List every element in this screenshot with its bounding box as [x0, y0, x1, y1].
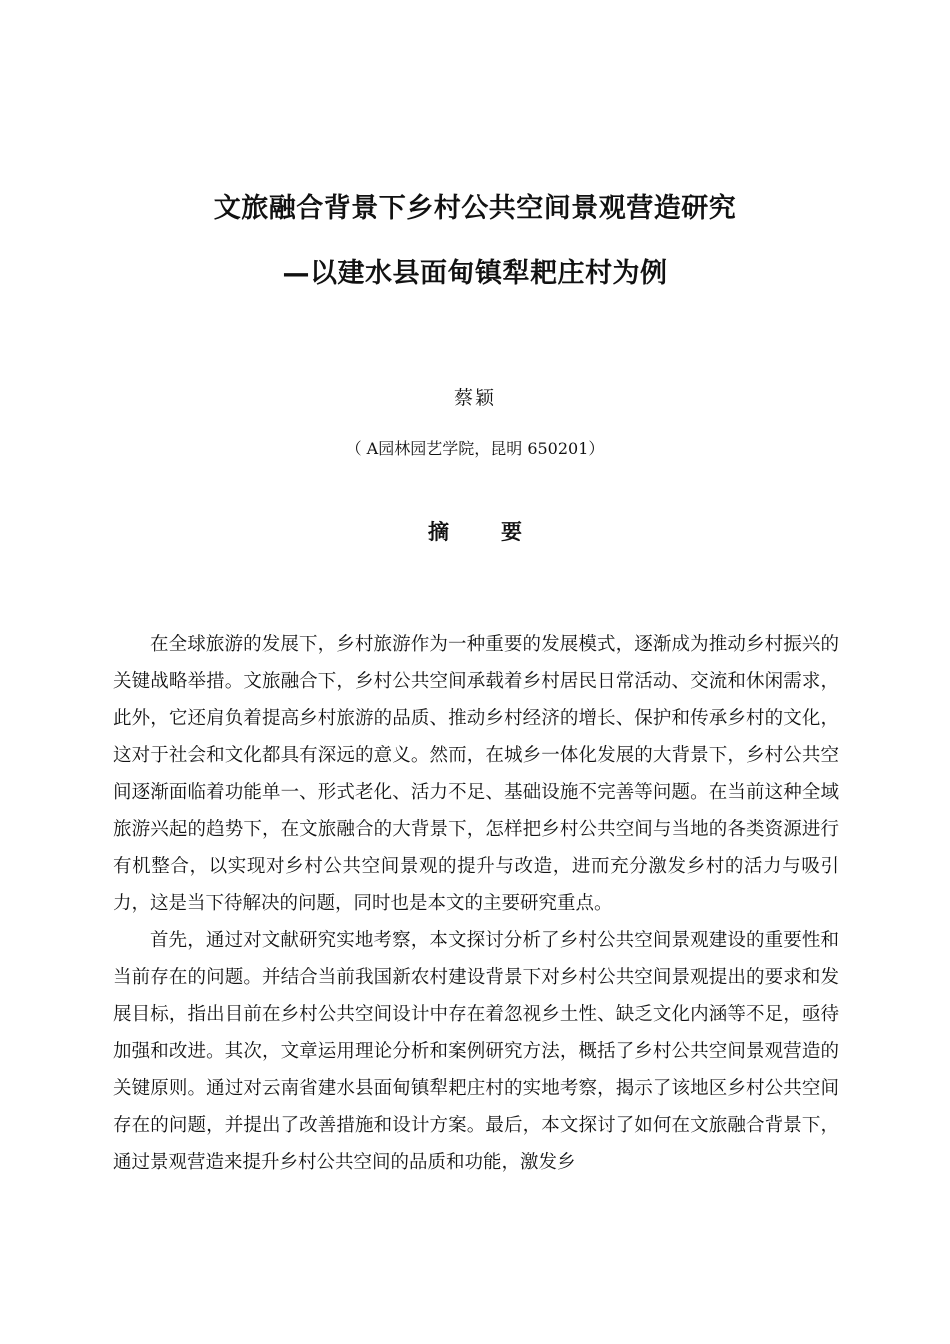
abstract-paragraph: 首先，通过对文献研究实地考察，本文探讨分析了乡村公共空间景观建设的重要性和当前存在的问题。并结合当前我国新农村建设背景下对乡村公共空间景观提出的要求和发展目标，指出目前在乡村公共空间设计中存在着忽视乡土性、缺乏文化内涵等不足，亟待加强和改进。其次，文章运用理论分析和案例研究方法，概括了乡村公共空间景观营造的关键原则。通过对云南省建水县面甸镇犁耙庄村的实地考察，揭示了该地区乡村公共空间存在的问题，并提出了改善措施和设计方案。最后，本文探讨了如何在文旅融合背景下，通过景观营造来提升乡村公共空间的品质和功能，激发乡: [113, 930, 839, 1173]
author-affiliation: （ A园林园艺学院，昆明 650201）: [345, 439, 605, 458]
paper-title: 文旅融合背景下乡村公共空间景观营造研究: [213, 193, 737, 224]
abstract-paragraph: 在全球旅游的发展下，乡村旅游作为一种重要的发展模式，逐渐成为推动乡村振兴的关键战略举措。文旅融合下，乡村公共空间承载着乡村居民日常活动、交流和休闲需求，此外，它还肩负着提高乡村旅游的品质、推动乡村经济的增长、保护和传承乡村的文化，这对于社会和文化都具有深远的意义。然而，在城乡一体化发展的大背景下，乡村公共空间逐渐面临着功能单一、形式老化、活力不足、基础设施不完善等问题。在当前这种全域旅游兴起的趋势下，在文旅融合的大背景下，怎样把乡村公共空间与当地的各类资源进行有机整合，以实现对乡村公共空间景观的提升与改造，进而充分激发乡村的活力与吸引力，这是当下待解决的问题，同时也是本文的主要研究重点。: [113, 634, 839, 914]
paper-subtitle: —以建水县面甸镇犁耙庄村为例: [282, 258, 668, 289]
author-name: 蔡颖: [453, 387, 496, 409]
abstract-heading: 摘要: [428, 520, 574, 544]
abstract-body: [113, 626, 839, 1181]
